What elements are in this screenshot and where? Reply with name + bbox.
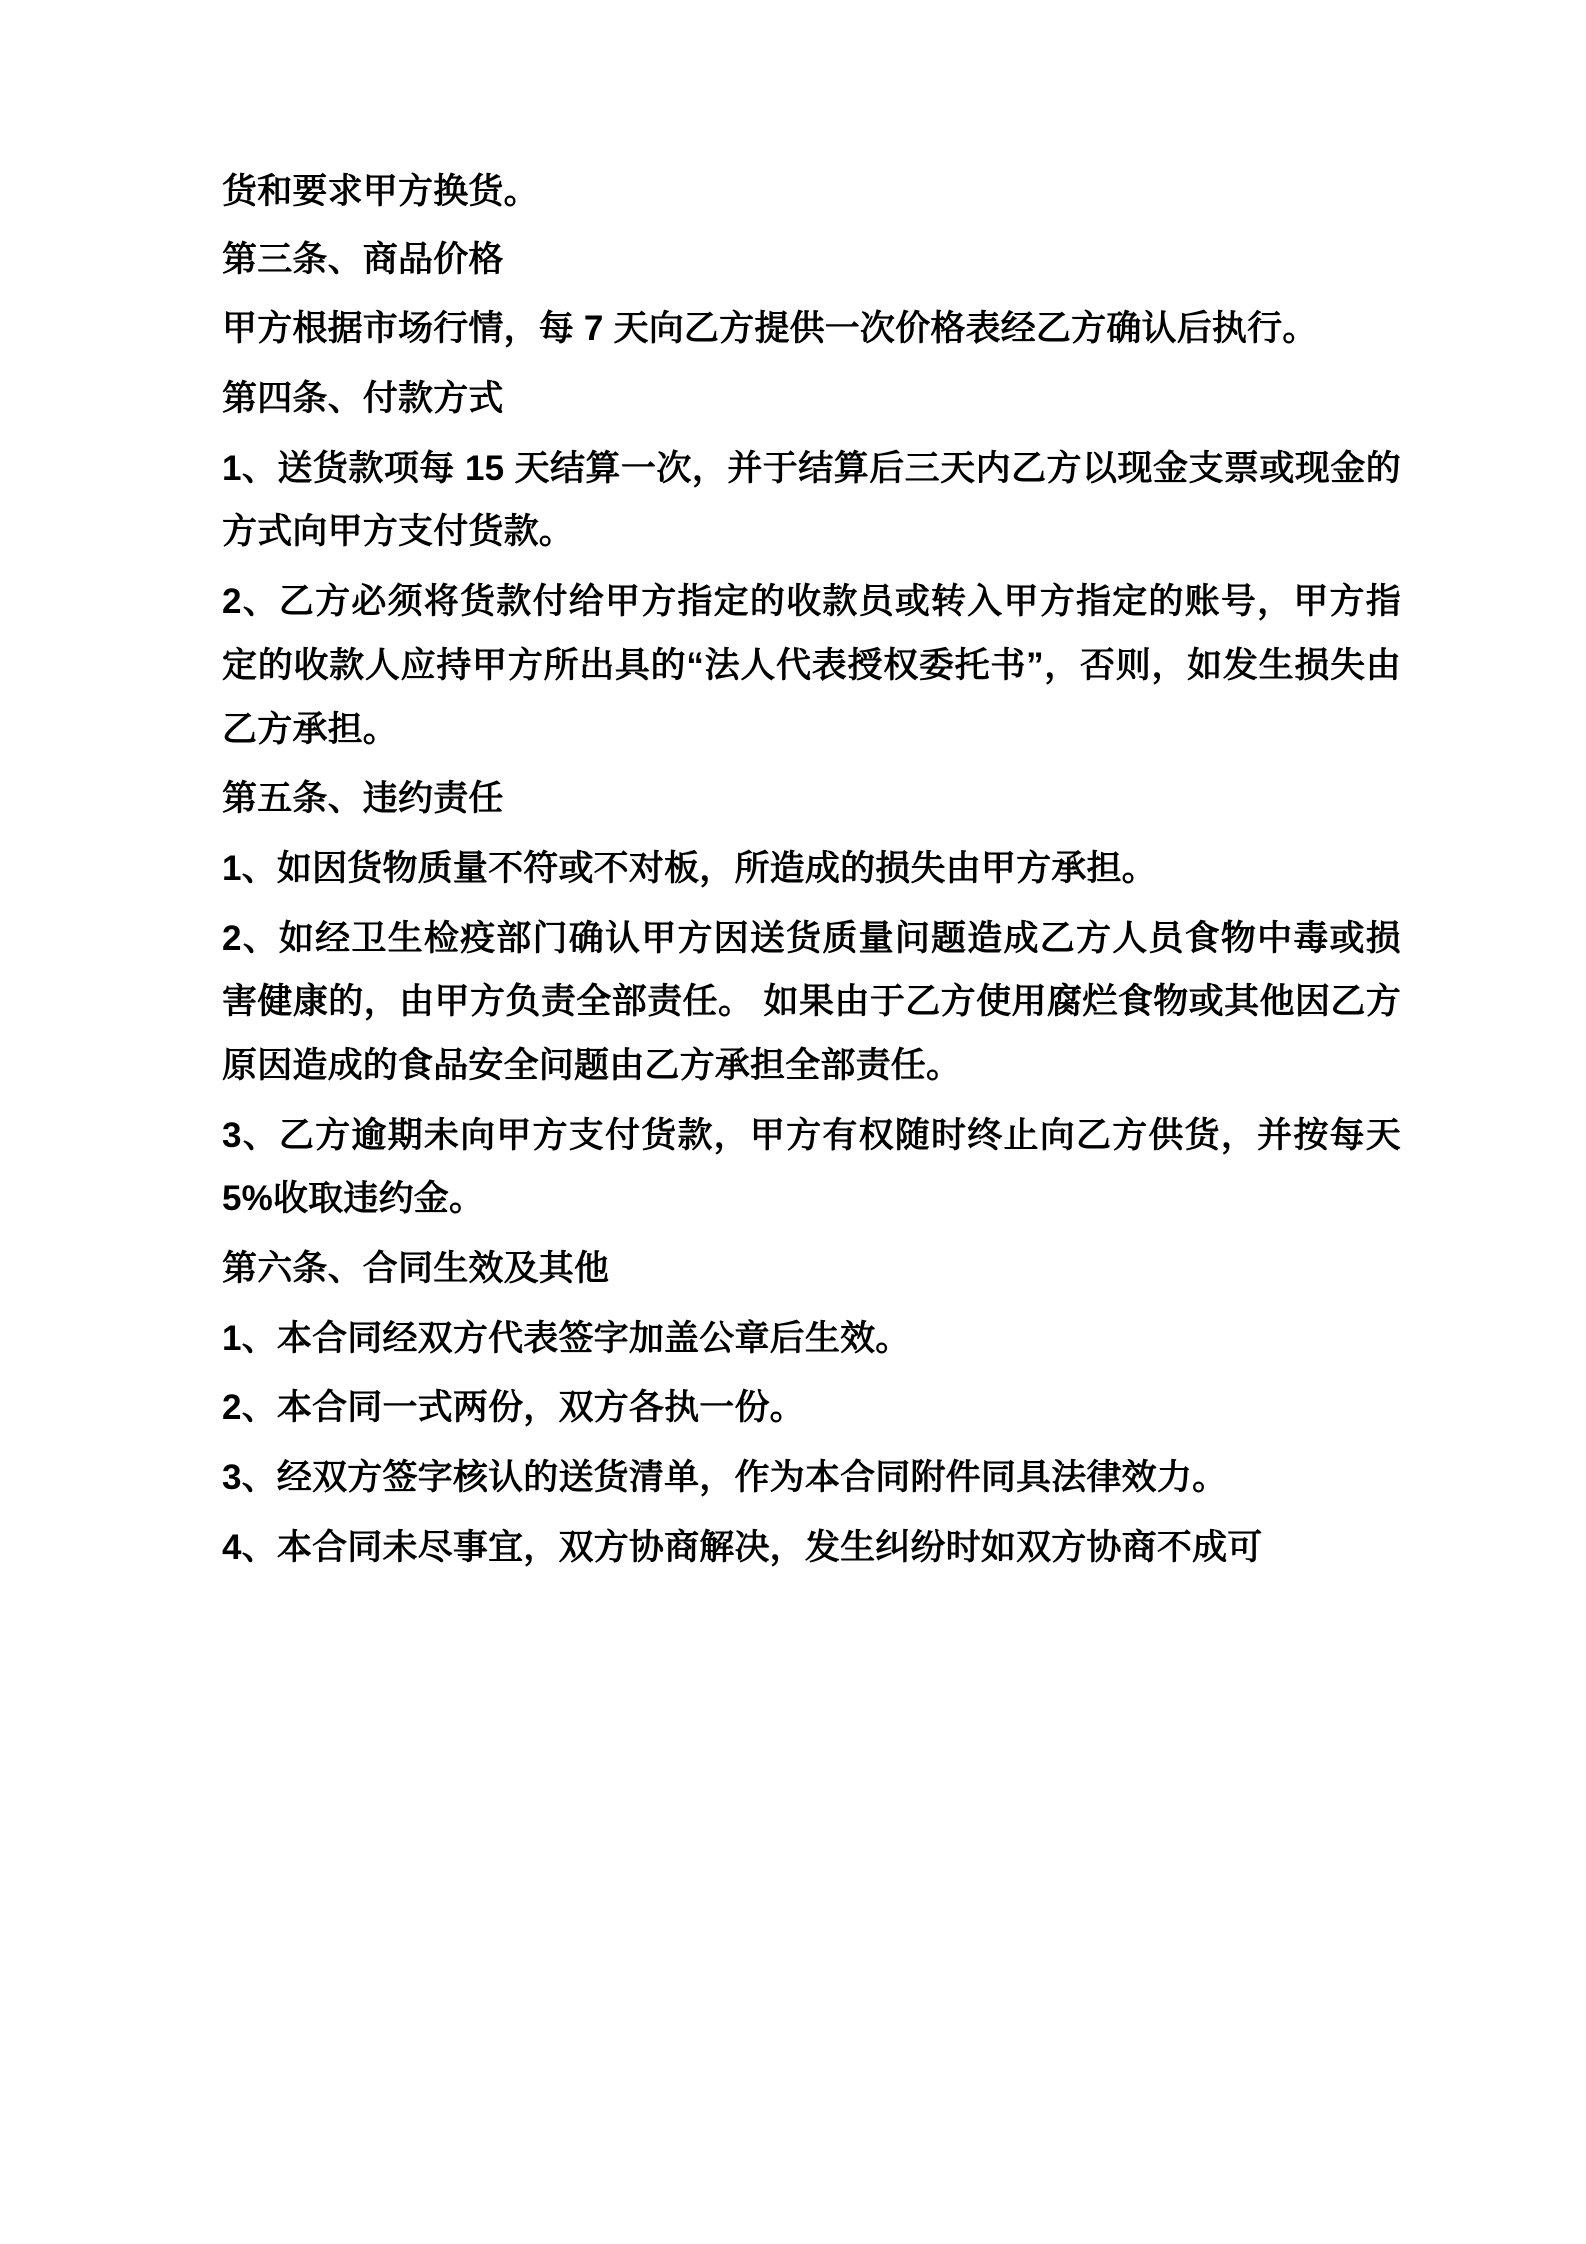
heading-article-3: 第三条、商品价格: [222, 239, 504, 279]
paragraph-article-6-item-1: 1、本合同经双方代表签字加盖公章后生效。: [222, 1318, 911, 1358]
paragraph-article-6-item-2: 2、本合同一式两份，双方各执一份。: [222, 1388, 805, 1428]
heading-article-5: 第五条、违约责任: [222, 779, 504, 819]
paragraph-article-5-item-3: 3、乙方逾期未向甲方支付货款，甲方有权随时终止向乙方供货，并按每天 5%收取违约金。: [222, 1115, 1401, 1219]
heading-article-6: 第六条、合同生效及其他: [222, 1249, 610, 1288]
document-body: [222, 160, 1401, 1579]
paragraph-article-4-item-2: 2、乙方必须将货款付给甲方指定的收款员或转入甲方指定的账号，甲方指定的收款人应持甲方所出具的“法人代表授权委托书”，否则，如发生损失由乙方承担。: [222, 582, 1401, 749]
paragraph-article-4-item-1: 1、送货款项每 15 天结算一次，并于结算后三天内乙方以现金支票或现金的方式向甲方支付货款。: [222, 448, 1401, 552]
paragraph-article-6-item-4: 4、本合同未尽事宜，双方协商解决，发生纠纷时如双方协商不成可: [222, 1527, 1263, 1567]
heading-article-4: 第四条、付款方式: [222, 379, 504, 419]
paragraph-article-5-item-2: 2、如经卫生检疫部门确认甲方因送货质量问题造成乙方人员食物中毒或损害健康的，由甲方负责全部责任。 如果由于乙方使用腐烂食物或其他因乙方原因造成的食品安全问题由乙方承担全部责任。: [222, 918, 1401, 1085]
paragraph-article-3-body: 甲方根据市场行情，每 7 天向乙方提供一次价格表经乙方确认后执行。: [222, 309, 1318, 349]
paragraph-article-6-item-3: 3、经双方签字核认的送货清单，作为本合同附件同具法律效力。: [222, 1458, 1228, 1498]
paragraph-continuation: 货和要求甲方换货。: [222, 172, 539, 211]
paragraph-article-5-item-1: 1、如因货物质量不符或不对板，所造成的损失由甲方承担。: [222, 848, 1157, 888]
